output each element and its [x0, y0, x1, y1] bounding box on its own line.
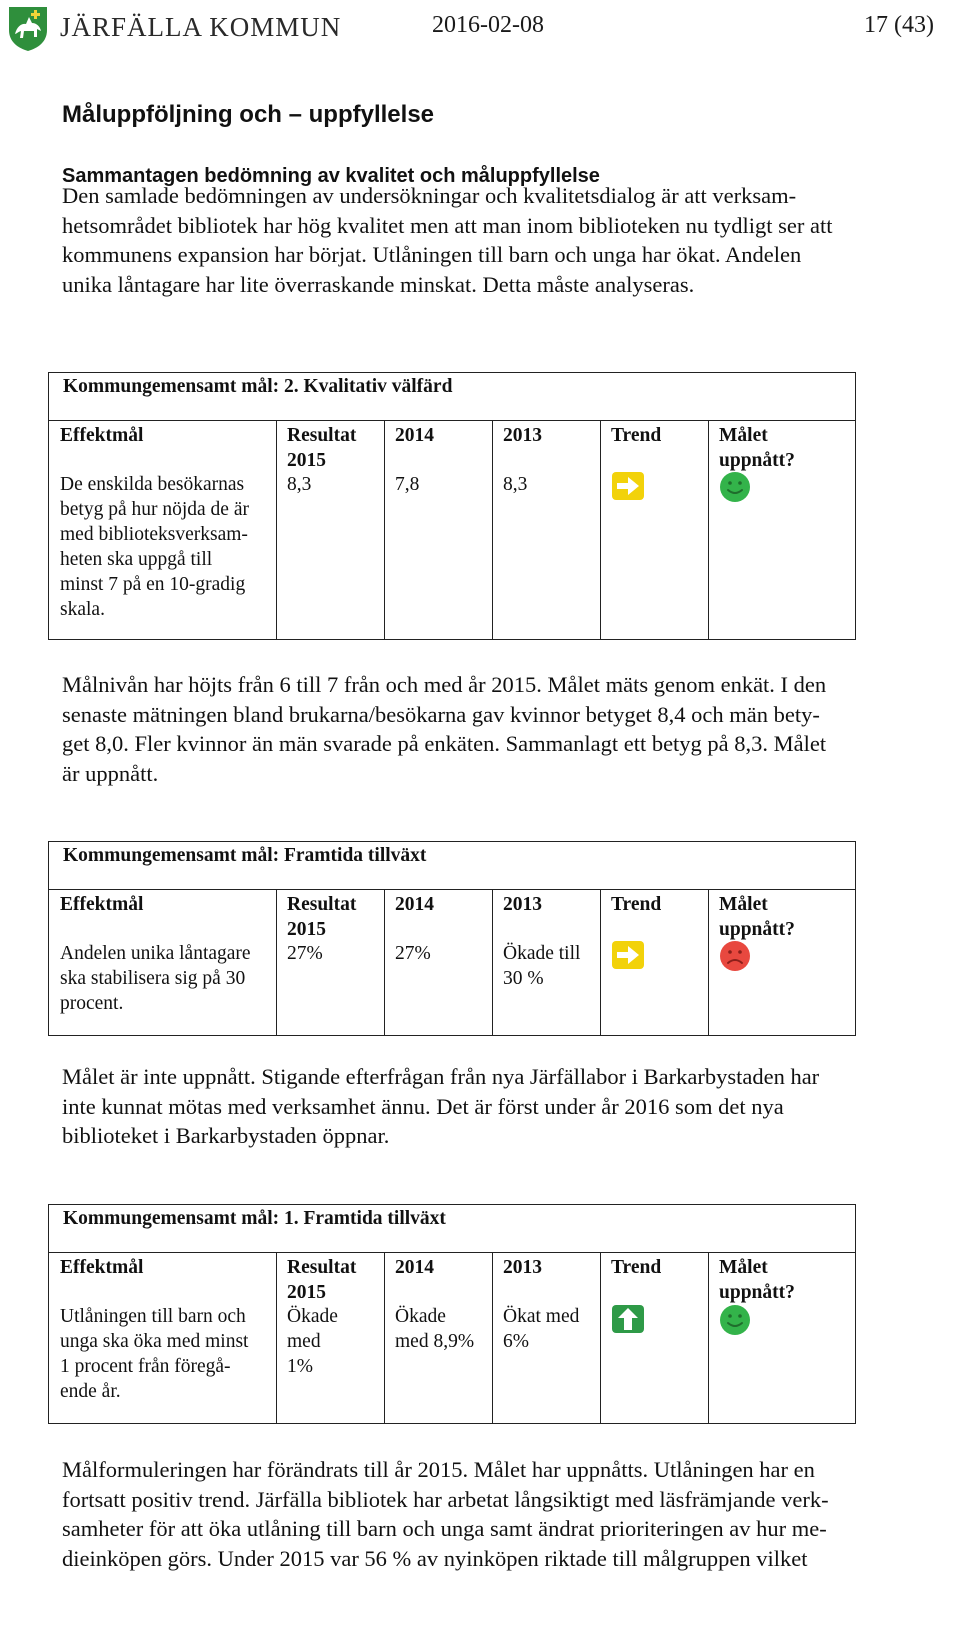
result-2013: Ökade till 30 % — [503, 943, 581, 989]
column-header-2014: 2014 — [395, 1257, 434, 1278]
text-line: är uppnått. — [62, 760, 159, 786]
section-title: Måluppföljning och – uppfyllelse — [62, 101, 435, 128]
goal-table-body — [49, 890, 855, 1035]
happy-face-icon — [719, 1304, 751, 1336]
result-2014: 7,8 — [395, 474, 420, 495]
column-header-trend: Trend — [611, 1257, 662, 1278]
result-2014: Ökade med 8,9% — [395, 1306, 475, 1352]
goal-table-header — [49, 842, 855, 890]
page-header — [0, 0, 960, 60]
column-header-2013: 2013 — [503, 1257, 542, 1278]
text-line: Målformuleringen har förändrats till år 2015. Målet har uppnåtts. Utlåningen har en — [62, 1457, 815, 1482]
column-header-2013: 2013 — [503, 894, 542, 915]
text-line: Målnivån har höjts från 6 till 7 från och med år 2015. Målet mäts genom enkät. I den — [62, 672, 827, 697]
result-2015: 27% — [287, 943, 323, 964]
goal-table-future-growth-1 — [48, 1204, 856, 1424]
goal-table-future-growth — [48, 841, 856, 1036]
comment-paragraph — [62, 1062, 942, 1151]
column-header-effektmal: Effektmål — [60, 894, 144, 915]
text-line: unika låntagare har lite överraskande minskat. Detta måste analyseras. — [62, 271, 695, 297]
text-line: biblioteket i Barkarbystaden öppnar. — [62, 1123, 390, 1148]
effektmal-text: Andelen unika låntagare ska stabilisera sig på 30 procent. — [60, 943, 251, 1014]
goal-title: Kommungemensamt mål: 2. Kvalitativ välfärd — [63, 376, 453, 397]
effektmal-text: Utlåningen till barn och unga ska öka med minst 1 procent från föregå- ende år. — [60, 1306, 249, 1402]
column-header-effektmal: Effektmål — [60, 425, 144, 446]
column-header-malet: Målet uppnått? — [719, 894, 795, 940]
result-2015: 8,3 — [287, 474, 312, 495]
column-header-resultat: Resultat 2015 — [287, 425, 357, 471]
goal-table-header — [49, 1205, 855, 1253]
text-line: samheter för att öka utlåning till barn och unga samt ändrat prioriteringen av hur me- — [62, 1516, 827, 1541]
result-2014: 27% — [395, 943, 431, 964]
column-header-2014: 2014 — [395, 894, 434, 915]
text-line: get 8,0. Fler kvinnor än män svarade på enkäten. Sammanlagt ett betyg på 8,3. Målet — [62, 731, 827, 756]
column-header-trend: Trend — [611, 894, 662, 915]
summary-paragraph — [62, 181, 942, 299]
text-line: hetsområdet bibliotek har hög kvalitet men att man inom biblioteken nu tydligt ser att — [62, 212, 833, 238]
arrow-right-icon — [611, 940, 645, 970]
result-2013: Ökat med 6% — [503, 1306, 580, 1352]
column-header-malet: Målet uppnått? — [719, 1257, 795, 1303]
arrow-right-icon — [611, 471, 645, 501]
goal-table-body — [49, 1253, 855, 1423]
comment-paragraph — [62, 670, 942, 788]
jarfalla-coat-of-arms-logo — [6, 4, 50, 52]
organization-name: JÄRFÄLLA KOMMUN — [60, 12, 342, 42]
comment-paragraph — [62, 1455, 942, 1573]
text-line: Den samlade bedömningen av undersökningar och kvalitetsdialog är att verksam- — [62, 183, 797, 208]
text-line: Målet är inte uppnått. Stigande efterfrågan från nya Järfällabor i Barkarbystaden har — [62, 1064, 820, 1089]
column-header-trend: Trend — [611, 425, 662, 446]
result-2015: Ökade med 1% — [287, 1306, 338, 1377]
column-header-resultat: Resultat 2015 — [287, 894, 357, 940]
sad-face-icon — [719, 940, 751, 972]
text-line: inte kunnat mötas med verksamhet ännu. Det är först under år 2016 som det nya — [62, 1093, 784, 1119]
goal-title: Kommungemensamt mål: Framtida tillväxt — [63, 845, 427, 866]
page-number: 17 (43) — [864, 12, 934, 38]
document-date: 2016-02-08 — [432, 12, 544, 38]
effektmal-text: De enskilda besökarnas betyg på hur nöjda de är med biblioteksverksam- heten ska uppgå till minst 7 på en 10-gradig skala. — [60, 474, 249, 620]
goal-table-header — [49, 373, 855, 421]
summary-heading: Sammantagen bedömning av kvalitet och måluppfyllelse — [62, 165, 600, 187]
column-header-2014: 2014 — [395, 425, 434, 446]
text-line: dieinköpen görs. Under 2015 var 56 % av nyinköpen riktade till målgruppen vilket — [62, 1545, 808, 1571]
column-header-effektmal: Effektmål — [60, 1257, 144, 1278]
arrow-up-icon — [611, 1304, 645, 1334]
column-header-malet: Målet uppnått? — [719, 425, 795, 471]
column-header-resultat: Resultat 2015 — [287, 1257, 357, 1303]
text-line: senaste mätningen bland brukarna/besökarna gav kvinnor betyget 8,4 och män bety- — [62, 701, 820, 727]
text-line: fortsatt positiv trend. Järfälla bibliotek har arbetat långsiktigt med läsfrämjande verk- — [62, 1486, 829, 1512]
goal-table-quality-welfare — [48, 372, 856, 640]
goal-title: Kommungemensamt mål: 1. Framtida tillväxt — [63, 1208, 446, 1229]
happy-face-icon — [719, 471, 751, 503]
result-2013: 8,3 — [503, 474, 528, 495]
text-line: kommunens expansion har börjat. Utlåningen till barn och unga har ökat. Andelen — [62, 242, 802, 267]
goal-table-body — [49, 421, 855, 639]
column-header-2013: 2013 — [503, 425, 542, 446]
